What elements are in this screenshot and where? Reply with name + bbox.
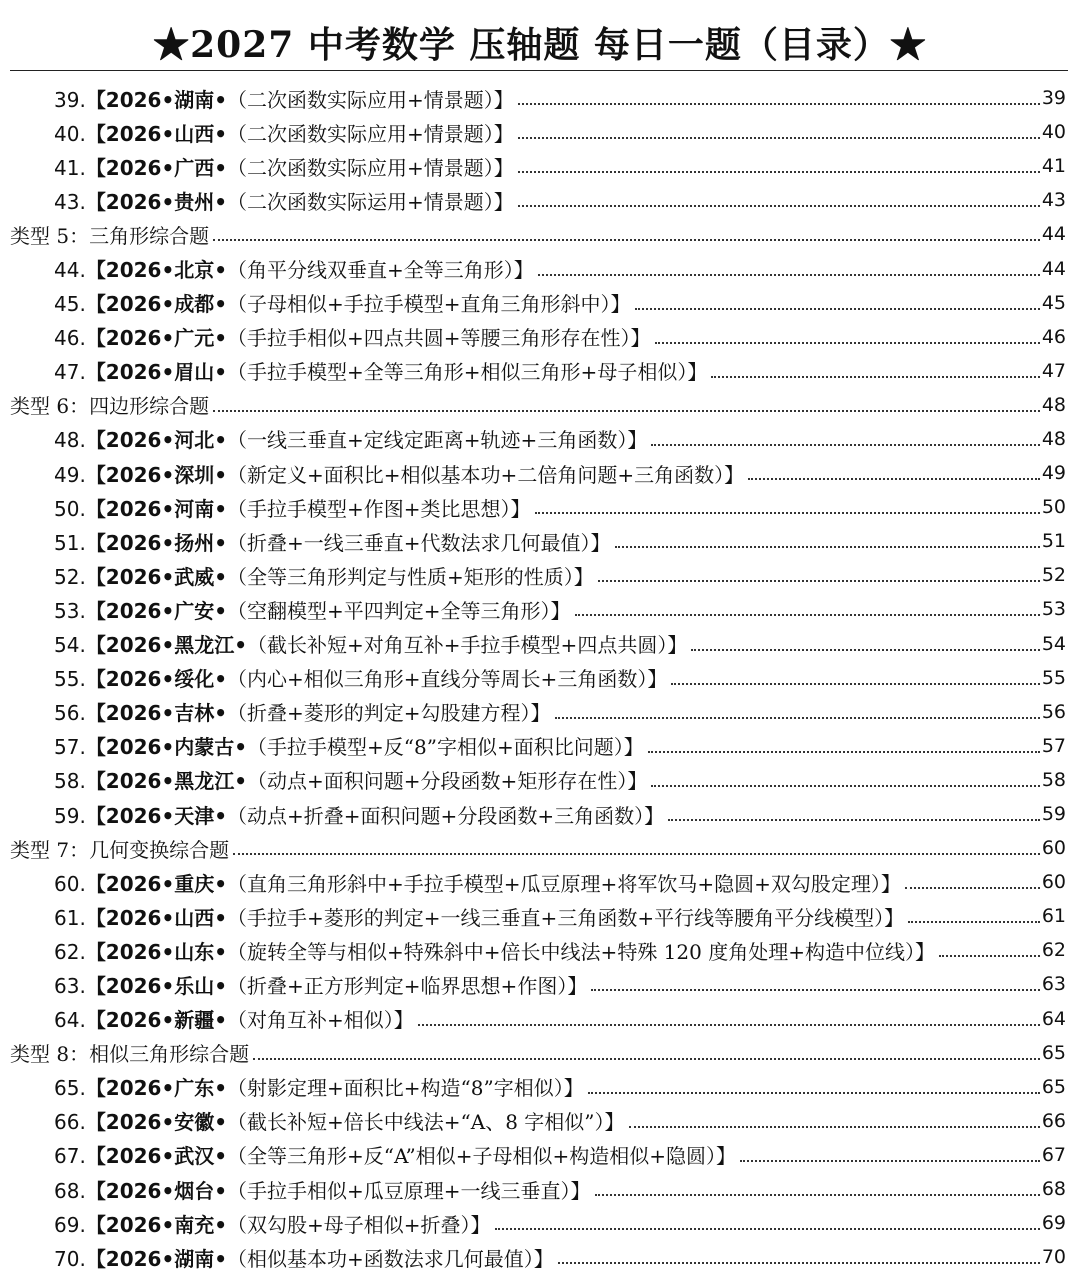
page-number: 45: [1041, 291, 1066, 314]
entry-number: 47.: [54, 360, 86, 385]
toc-entry[interactable]: [0, 967, 1080, 1001]
entry-topics: （全等三角形判定与性质+矩形的性质）】: [227, 564, 594, 589]
toc-entry[interactable]: [0, 661, 1080, 695]
entry-source: 【2026•绥化•: [85, 667, 228, 692]
entry-topics: （新定义+面积比+相似基本功+二倍角问题+三角函数）】: [227, 462, 745, 487]
entry-number: 55.: [54, 667, 86, 692]
toc-entry-text: [54, 1140, 736, 1169]
entry-topics: （手拉手相似+四点共圆+等腰三角形存在性）】: [227, 326, 651, 351]
entry-number: 65.: [54, 1076, 86, 1101]
page-number: 62: [1041, 939, 1066, 962]
entry-source: 【2026•山西•: [85, 905, 228, 930]
toc-entry-text: [54, 595, 571, 624]
entry-topics: （直角三角形斜中+手拉手模型+瓜豆原理+将军饮马+隐圆+双勾股定理）】: [227, 871, 901, 896]
entry-topics: （手拉手+菱形的判定+一线三垂直+三角函数+平行线等腰角平分线模型）】: [227, 905, 905, 930]
toc-entry[interactable]: [0, 286, 1080, 320]
entry-number: 66.: [54, 1110, 86, 1135]
dot-leader: [213, 239, 1040, 241]
page-number: 46: [1041, 325, 1066, 348]
toc-entry[interactable]: [0, 763, 1080, 797]
entry-topics: （动点+面积问题+分段函数+矩形存在性）】: [247, 769, 648, 794]
entry-number: 63.: [54, 973, 86, 998]
entry-topics: （子母相似+手拉手模型+直角三角形斜中）】: [227, 292, 631, 317]
document-title: ★2027 中考数学 压轴题 每日一题（目录）★: [153, 24, 927, 66]
page-number: 58: [1041, 768, 1066, 791]
entry-source: 【2026•河北•: [85, 428, 228, 453]
entry-source: 【2026•贵州•: [85, 189, 228, 214]
dot-leader: [233, 853, 1040, 855]
entry-number: 61.: [54, 905, 86, 930]
entry-number: 60.: [54, 871, 86, 896]
page-number: 59: [1041, 803, 1066, 826]
toc-entry-text: [54, 561, 594, 590]
dot-leader: [253, 1058, 1040, 1060]
toc-entry-text: [54, 1243, 554, 1272]
page-number: 57: [1041, 734, 1066, 757]
entry-topics: （折叠+正方形判定+临界思想+作图）】: [227, 973, 588, 998]
page-number: 65: [1041, 1075, 1066, 1098]
toc-entry-text: [54, 1209, 491, 1238]
entry-topics: （相似基本功+函数法求几何最值）】: [227, 1246, 554, 1271]
toc-entry-text: [54, 254, 534, 283]
dot-leader: [535, 512, 1040, 514]
entry-topics: （旋转全等与相似+特殊斜中+倍长中线法+特殊 120 度角处理+构造中位线）】: [227, 939, 935, 964]
entry-number: 51.: [54, 530, 86, 555]
page-number: 44: [1041, 257, 1066, 280]
toc-entry-text: [54, 493, 531, 522]
toc-entry-text: [54, 663, 667, 692]
entry-source: 【2026•新疆•: [85, 1008, 228, 1033]
entry-number: 41.: [54, 155, 86, 180]
dot-leader: [518, 137, 1040, 139]
toc-entry-text: [54, 84, 514, 113]
entry-number: 46.: [54, 326, 86, 351]
page-number: 54: [1041, 632, 1066, 655]
entry-topics: （射影定理+面积比+构造“8”字相似）】: [227, 1076, 584, 1101]
entry-topics: （对角互补+相似）】: [227, 1008, 414, 1033]
entry-topics: （全等三角形+反“A”相似+子母相似+构造相似+隐圆）】: [227, 1144, 737, 1169]
toc-entry[interactable]: [0, 1172, 1080, 1206]
entry-source: 【2026•广元•: [85, 326, 228, 351]
toc-entry-text: [54, 288, 631, 317]
toc-entry[interactable]: [0, 627, 1080, 661]
dot-leader: [668, 819, 1040, 821]
entry-topics: （截长补短+倍长中线法+“A、8 字相似”）】: [227, 1110, 625, 1135]
entry-number: 49.: [54, 462, 86, 487]
entry-topics: （内心+相似三角形+直线分等周长+三角函数）】: [227, 667, 668, 692]
toc-entry[interactable]: [0, 490, 1080, 524]
page-number: 55: [1041, 666, 1066, 689]
page-number: 48: [1041, 427, 1066, 450]
page-number: 40: [1041, 121, 1066, 144]
toc-entry-text: [10, 390, 209, 419]
toc-entry-text: [54, 1004, 414, 1033]
page-number: 63: [1041, 973, 1066, 996]
toc-entry-text: [54, 731, 644, 760]
toc-entry[interactable]: [0, 81, 1080, 115]
page-number: 47: [1041, 359, 1066, 382]
toc-entry-text: [54, 800, 664, 829]
page-number: 70: [1041, 1246, 1066, 1269]
entry-source: 【2026•成都•: [85, 292, 228, 317]
dot-leader: [518, 171, 1040, 173]
page-number: 50: [1041, 496, 1066, 519]
entry-number: 62.: [54, 939, 86, 964]
toc-entry-text: [54, 459, 744, 488]
toc-section-heading[interactable]: [0, 1036, 1080, 1070]
toc-entry-text: [54, 697, 551, 726]
entry-source: 【2026•山东•: [85, 939, 228, 964]
toc-entry-text: [54, 902, 904, 931]
toc-entry[interactable]: [0, 354, 1080, 388]
section-label: 类型 5：三角形综合题: [10, 223, 210, 248]
page-number: 41: [1041, 155, 1066, 178]
section-label: 类型 8：相似三角形综合题: [10, 1042, 250, 1067]
toc-entry-text: [54, 1175, 591, 1204]
toc-entry-text: [54, 527, 611, 556]
entry-topics: （截长补短+对角互补+手拉手模型+四点共圆）】: [247, 633, 688, 658]
entry-number: 50.: [54, 496, 86, 521]
page-number: 61: [1041, 905, 1066, 928]
entry-topics: （动点+折叠+面积问题+分段函数+三角函数）】: [227, 803, 665, 828]
section-label: 类型 7：几何变换综合题: [10, 837, 230, 862]
dot-leader: [555, 717, 1040, 719]
toc-entry-text: [10, 220, 209, 249]
entry-source: 【2026•吉林•: [85, 701, 228, 726]
entry-source: 【2026•内蒙古•: [85, 735, 248, 760]
dot-leader: [691, 649, 1039, 651]
toc-entry[interactable]: [0, 149, 1080, 183]
entry-number: 69.: [54, 1212, 86, 1237]
toc-entry[interactable]: [0, 695, 1080, 729]
entry-source: 【2026•南充•: [85, 1212, 228, 1237]
entry-number: 40.: [54, 121, 86, 146]
entry-number: 58.: [54, 769, 86, 794]
entry-source: 【2026•天津•: [85, 803, 228, 828]
entry-source: 【2026•安徽•: [85, 1110, 228, 1135]
page-number: 48: [1041, 393, 1066, 416]
entry-number: 64.: [54, 1008, 86, 1033]
toc-entry-text: [54, 356, 707, 385]
toc-entry-text: [10, 1038, 249, 1067]
entry-topics: （二次函数实际运用+情景题）】: [227, 189, 514, 214]
toc-entry[interactable]: [0, 251, 1080, 285]
toc-entry-text: [54, 765, 647, 794]
section-label: 类型 6：四边形综合题: [10, 394, 210, 419]
title-underline: [10, 70, 1068, 71]
page-number: 68: [1041, 1178, 1066, 1201]
entry-source: 【2026•扬州•: [85, 530, 228, 555]
toc-entry[interactable]: [0, 524, 1080, 558]
dot-leader: [740, 1160, 1040, 1162]
page-number: 49: [1041, 462, 1066, 485]
toc-entry-text: [54, 1106, 625, 1135]
toc-entry[interactable]: [0, 899, 1080, 933]
entry-topics: （折叠+一线三垂直+代数法求几何最值）】: [227, 530, 611, 555]
toc-section-heading[interactable]: [0, 217, 1080, 251]
toc-entry-text: [54, 1072, 584, 1101]
page-number: 44: [1041, 223, 1066, 246]
table-of-contents: [0, 81, 1080, 1274]
entry-source: 【2026•乐山•: [85, 973, 228, 998]
page-number: 56: [1041, 700, 1066, 723]
entry-topics: （手拉手模型+作图+类比思想）】: [227, 496, 531, 521]
toc-entry[interactable]: [0, 320, 1080, 354]
toc-entry-text: [54, 629, 687, 658]
page-number: 65: [1041, 1041, 1066, 1064]
dot-leader: [495, 1228, 1040, 1230]
page-number: 69: [1041, 1212, 1066, 1235]
entry-source: 【2026•深圳•: [85, 462, 228, 487]
dot-leader: [575, 614, 1040, 616]
toc-entry[interactable]: [0, 797, 1080, 831]
dot-leader: [629, 1126, 1040, 1128]
entry-source: 【2026•湖南•: [85, 1246, 228, 1271]
toc-entry[interactable]: [0, 933, 1080, 967]
toc-entry-text: [54, 118, 514, 147]
entry-source: 【2026•眉山•: [85, 360, 228, 385]
page-number: 39: [1041, 87, 1066, 110]
toc-entry-text: [54, 322, 651, 351]
page-number: 67: [1041, 1143, 1066, 1166]
dot-leader: [748, 478, 1040, 480]
entry-source: 【2026•武汉•: [85, 1144, 228, 1169]
entry-number: 53.: [54, 598, 86, 623]
entry-topics: （一线三垂直+定线定距离+轨迹+三角函数）】: [227, 428, 648, 453]
entry-topics: （二次函数实际应用+情景题）】: [227, 87, 514, 112]
toc-entry[interactable]: [0, 729, 1080, 763]
entry-topics: （手拉手模型+反“8”字相似+面积比问题）】: [247, 735, 644, 760]
dot-leader: [538, 274, 1040, 276]
dot-leader: [655, 342, 1040, 344]
toc-entry[interactable]: [0, 1206, 1080, 1240]
entry-source: 【2026•北京•: [85, 258, 228, 283]
toc-entry[interactable]: [0, 115, 1080, 149]
entry-source: 【2026•河南•: [85, 496, 228, 521]
entry-topics: （角平分线双垂直+全等三角形）】: [227, 258, 534, 283]
entry-source: 【2026•广安•: [85, 598, 228, 623]
dot-leader: [591, 989, 1039, 991]
entry-source: 【2026•黑龙江•: [85, 633, 248, 658]
page-number: 66: [1041, 1109, 1066, 1132]
page-number: 53: [1041, 598, 1066, 621]
dot-leader: [418, 1024, 1040, 1026]
entry-number: 43.: [54, 189, 86, 214]
entry-number: 48.: [54, 428, 86, 453]
entry-number: 68.: [54, 1178, 86, 1203]
dot-leader: [651, 785, 1039, 787]
dot-leader: [598, 580, 1040, 582]
entry-topics: （二次函数实际应用+情景题）】: [227, 155, 514, 180]
dot-leader: [905, 887, 1040, 889]
toc-entry[interactable]: [0, 1104, 1080, 1138]
page-number: 43: [1041, 189, 1066, 212]
entry-source: 【2026•湖南•: [85, 87, 228, 112]
entry-topics: （折叠+菱形的判定+勾股建方程）】: [227, 701, 551, 726]
page-number: 60: [1041, 871, 1066, 894]
dot-leader: [939, 955, 1040, 957]
entry-number: 39.: [54, 87, 86, 112]
toc-entry-text: [10, 834, 229, 863]
toc-entry[interactable]: [0, 1240, 1080, 1274]
entry-source: 【2026•广东•: [85, 1076, 228, 1101]
page-number: 52: [1041, 564, 1066, 587]
dot-leader: [635, 308, 1040, 310]
entry-topics: （手拉手相似+瓜豆原理+一线三垂直）】: [227, 1178, 591, 1203]
dot-leader: [671, 683, 1039, 685]
dot-leader: [588, 1092, 1040, 1094]
page-number: 51: [1041, 530, 1066, 553]
toc-entry[interactable]: [0, 1002, 1080, 1036]
toc-entry[interactable]: [0, 592, 1080, 626]
toc-entry-text: [54, 868, 901, 897]
toc-section-heading[interactable]: [0, 831, 1080, 865]
entry-number: 57.: [54, 735, 86, 760]
toc-entry-text: [54, 424, 647, 453]
toc-entry[interactable]: [0, 865, 1080, 899]
entry-source: 【2026•烟台•: [85, 1178, 228, 1203]
toc-entry[interactable]: [0, 1138, 1080, 1172]
dot-leader: [615, 546, 1040, 548]
page-number: 64: [1041, 1007, 1066, 1030]
toc-entry-text: [54, 970, 587, 999]
dot-leader: [595, 1194, 1040, 1196]
toc-entry[interactable]: [0, 558, 1080, 592]
entry-source: 【2026•山西•: [85, 121, 228, 146]
dot-leader: [558, 1262, 1040, 1264]
toc-section-heading[interactable]: [0, 388, 1080, 422]
entry-number: 45.: [54, 292, 86, 317]
entry-number: 59.: [54, 803, 86, 828]
entry-number: 52.: [54, 564, 86, 589]
dot-leader: [651, 444, 1039, 446]
dot-leader: [908, 921, 1040, 923]
entry-topics: （二次函数实际应用+情景题）】: [227, 121, 514, 146]
toc-entry[interactable]: [0, 422, 1080, 456]
entry-number: 56.: [54, 701, 86, 726]
entry-number: 67.: [54, 1144, 86, 1169]
toc-entry[interactable]: [0, 456, 1080, 490]
entry-source: 【2026•广西•: [85, 155, 228, 180]
toc-entry-text: [54, 186, 514, 215]
entry-topics: （双勾股+母子相似+折叠）】: [227, 1212, 491, 1237]
toc-entry[interactable]: [0, 183, 1080, 217]
dot-leader: [518, 103, 1040, 105]
entry-number: 44.: [54, 258, 86, 283]
dot-leader: [648, 751, 1040, 753]
entry-source: 【2026•武威•: [85, 564, 228, 589]
entry-source: 【2026•黑龙江•: [85, 769, 248, 794]
toc-entry[interactable]: [0, 1070, 1080, 1104]
dot-leader: [518, 205, 1040, 207]
toc-entry-text: [54, 936, 935, 965]
entry-topics: （空翻模型+平四判定+全等三角形）】: [227, 598, 571, 623]
dot-leader: [213, 410, 1040, 412]
dot-leader: [711, 376, 1039, 378]
entry-topics: （手拉手模型+全等三角形+相似三角形+母子相似）】: [227, 360, 708, 385]
entry-number: 70.: [54, 1246, 86, 1271]
toc-entry-text: [54, 152, 514, 181]
page-number: 60: [1041, 837, 1066, 860]
entry-source: 【2026•重庆•: [85, 871, 228, 896]
entry-number: 54.: [54, 633, 86, 658]
